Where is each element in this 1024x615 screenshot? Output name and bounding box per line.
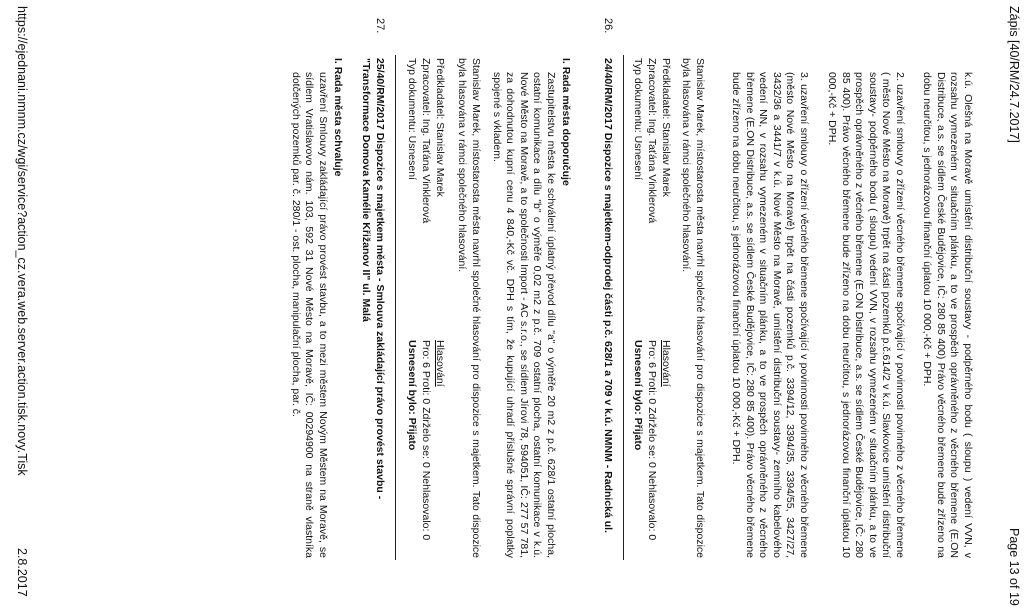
separator-line xyxy=(623,55,624,560)
item-25-point-3: 3. uzavření smlouvy o zřízení věcného břemene spočívající v povinnosti povinného z věcného břemene (město Nové Město na Moravě) trpět na části pozemků p.č. 3394/12, 3394/35, 3394/55, 3427/27, 3432/36 a 3441/7 v k.ú. Nové Město na Moravě, umístění distribuční soustavy- zemního kabelového vedení NN, v rozsahu vymezeném v situačním plánku, a to ve prospěch oprávněného z věcného břemene (E.ON Distribuce, a.s. se sídlem České Budějovice, IČ: 280 85 400). Právo věcného břemene bude zřízeno na dobu neurčitou, s jednorázovou finanční úplatou 10 000,-Kč + DPH. xyxy=(730,72,810,558)
document-header-title: Zápis [40/RM/24.7.2017] xyxy=(1007,6,1021,143)
item-25-vote-result: Pro: 6 Proti: 0 Zdrželo se: 0 Nehlasovalo: 0 xyxy=(646,340,658,541)
item-27-body: uzavření Smlouvy zakládající právo provést stavbu, a to mezi městem Novým Městem na Moravě, se sídlem Vratislavovo nám. 103, 592 31 Nové Město na Moravě, IČ: 00294900 na straně vlastníka dotčených pozemků par. č. 280/1 - ost. plocha, manipulační plocha, par. č. xyxy=(289,72,329,558)
separator-line xyxy=(395,55,396,560)
item-25-continuation: k.ú. Olešná na Moravě umístění distribuční soustavy - podpěrného bodu ( sloupu ) vedení VVN, v rozsahu vymezeném v situačním plánku, a to ve prospěch oprávněného z věcného břemene (E.ON Distribuce, a.s. se sídlem České Budějovice, IČ: 280 85 400) Právo věcného břemene bude zřízeno na dobu neurčitou, s jednorázovou finanční úplatou 10 000,-Kč + DPH. xyxy=(921,72,974,558)
item-26-predkladatel: Předkladatel: Stanislav Marek xyxy=(434,58,446,197)
item-26-meta xyxy=(404,58,446,558)
item-27-subhead: I. Rada města schvaluje xyxy=(332,58,344,177)
page-number: Page 13 of 19 xyxy=(1007,528,1021,606)
item-25-predkladatel: Předkladatel: Stanislav Marek xyxy=(660,58,672,197)
footer-date: 2.8.2017 xyxy=(15,548,29,597)
item-25-hlasovani-link[interactable]: Hlasování xyxy=(660,340,672,387)
footer-url: https://ejednani.nmnm.cz/wgi/service?action_cz.vera.web.server.action.tisk.novy.Tisk xyxy=(15,6,29,476)
item-25-typ: Typ dokumentu: Usnesení xyxy=(632,58,644,180)
item-26-zpracovatel: Zpracovatel: Ing. Taťána Vinklerová xyxy=(420,58,432,224)
item-25-meta xyxy=(630,58,672,558)
item-27-title: 25/40/RM/2017 Dispozice s majetkem města - Smlouva zakládající právo provést stavbu - "Transformace Domova Kamélie Křižanov II" ul. Malá xyxy=(360,58,386,500)
item-25-point-2: 2. uzavření smlouvy o zřízení věcného břemene spočívající v povinnosti povinného z věcného břemene ( město Nové Město na Moravě) trpět na části pozemků p.č.614/2 v k.ú. Slavkovice umístění distribuční soustavy- podpěrného bodu ( sloupu) vedení VVN, v rozsahu vymezeném v situačním plánku, a to ve prospěch oprávněného z věcného břemene (E.ON Distribuce, a.s. se sídlem České Budějovice, IČ: 280 85 400). Právo věcného břemene bude zřízeno na dobu neurčitou, s jednorázovou finanční úplatou 10 000,-Kč + DPH. xyxy=(826,72,906,558)
item-25-vote-note: Stanislav Marek, místostarosta města navrhl společné hlasování pro dispozice s majetkem. Tato dispozice byla hlasována v rámci společného hlasování. xyxy=(680,58,706,558)
item-26-vote-result: Pro: 6 Proti: 0 Zdrželo se: 0 Nehlasovalo: 0 xyxy=(420,340,432,541)
item-26-usneseni: Usnesení bylo: Přijato xyxy=(406,340,418,451)
item-25-usneseni: Usnesení bylo: Přijato xyxy=(632,340,644,451)
item-25-zpracovatel: Zpracovatel: Ing. Taťána Vinklerová xyxy=(646,58,658,224)
item-27-number: 27. xyxy=(374,18,386,34)
item-26-number: 26. xyxy=(602,18,614,34)
item-26-hlasovani-link[interactable]: Hlasování xyxy=(434,340,446,387)
item-26-typ: Typ dokumentu: Usnesení xyxy=(406,58,418,180)
item-26-body: Zastupitelstvu města ke schválení úplatný převod dílu "a" o výměře 20 m2 z p.č. 628/1 ostatní plocha, ostatní komunikace a dílu "b" o výměře 0,02 m2 z p.č. 709 ostatní plocha, ostatní komunikace v k.ú. Nové Město na Moravě, a to společnosti Import - AC s.r.o., se sídlem Jírovi 78, 594051, IČ: 277 57 781, za dohodnutou kupní cenu 4 840,-Kč vč. DPH s tím, že kupující uhradí příslušné správní poplatky spojené s vkladem. xyxy=(490,72,557,558)
item-26-subhead: I. Rada města doporučuje xyxy=(560,58,572,186)
item-26-title: 24/40/RM/2017 Dispozice s majetkem-odprodej části p.č. 628/1 a 709 v k.ú. NMNM - Radnická ul. xyxy=(602,58,614,534)
item-26-vote-note: Stanislav Marek, místostarosta města navrhl společné hlasování pro dispozice s majetkem. Tato dispozice byla hlasována v rámci společného hlasování. xyxy=(456,58,482,558)
